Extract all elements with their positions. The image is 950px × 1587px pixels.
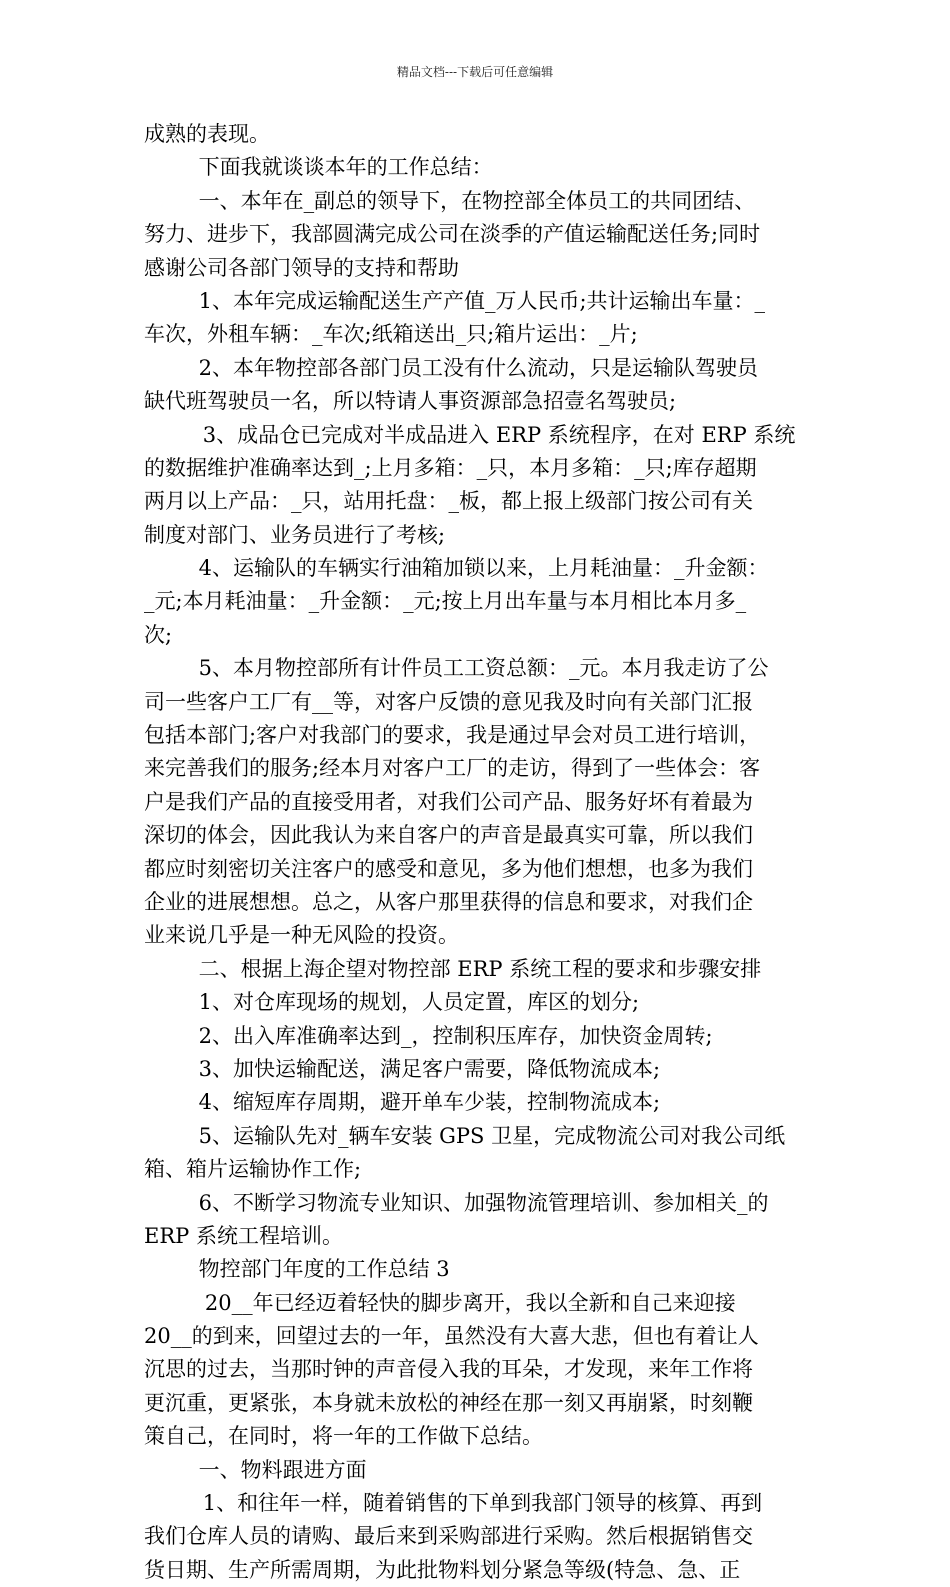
text-line: 1、本年完成运输配送生产产值_万人民币;共计运输出车量：_	[198, 288, 766, 313]
text-line: 次;	[144, 622, 173, 647]
text-line: 物控部门年度的工作总结 3	[198, 1257, 450, 1282]
text-line: 3、加快运输配送，满足客户需要，降低物流成本;	[198, 1056, 661, 1081]
text-line: 4、缩短库存周期，避开单车少装，控制物流成本;	[198, 1090, 661, 1115]
text-line: 5、运输队先对_辆车安装 GPS 卫星，完成物流公司对我公司纸	[198, 1123, 786, 1148]
text-line: 努力、进步下，我部圆满完成公司在淡季的产值运输配送任务;同时	[144, 222, 761, 247]
text-line: _元;本月耗油量：_升金额：_元;按上月出车量与本月相比本月多_	[144, 589, 747, 614]
text-line: 2、出入库准确率达到_，控制积压库存，加快资金周转;	[198, 1023, 713, 1048]
text-line: 都应时刻密切关注客户的感受和意见，多为他们想想，也多为我们	[144, 856, 753, 881]
text-line: 制度对部门、业务员进行了考核;	[144, 522, 446, 547]
text-line: 5、本月物控部所有计件员工工资总额：_元。本月我走访了公	[198, 656, 769, 681]
document-body	[144, 118, 809, 1587]
text-line: 感谢公司各部门领导的支持和帮助	[144, 255, 459, 280]
text-line: 司一些客户工厂有__等，对客户反馈的意见我及时向有关部门汇报	[144, 689, 753, 714]
text-line: 来完善我们的服务;经本月对客户工厂的走访，得到了一些体会：客	[144, 756, 761, 781]
text-line: 沉思的过去，当那时钟的声音侵入我的耳朵，才发现，来年工作将	[144, 1357, 753, 1382]
text-line: 20__的到来，回望过去的一年，虽然没有大喜大悲，但也有着让人	[144, 1324, 759, 1349]
text-line: 1、对仓库现场的规划，人员定置，库区的划分;	[198, 990, 640, 1015]
text-line: 车次，外租车辆：_车次;纸箱送出_只;箱片运出：_片;	[144, 322, 638, 347]
text-line: 一、本年在_副总的领导下，在物控部全体员工的共同团结、	[198, 188, 756, 213]
text-line: ERP 系统工程培训。	[144, 1223, 343, 1248]
text-line: 策自己，在同时，将一年的工作做下总结。	[144, 1424, 543, 1449]
text-line: 6、不断学习物流专业知识、加强物流管理培训、参加相关_的	[198, 1190, 769, 1215]
text-line: 一、物料跟进方面	[198, 1457, 367, 1482]
text-line: 20__年已经迈着轻快的脚步离开，我以全新和自己来迎接	[204, 1290, 736, 1315]
text-line: 2、本年物控部各部门员工没有什么流动，只是运输队驾驶员	[198, 355, 758, 380]
text-line: 包括本部门;客户对我部门的要求，我是通过早会对员工进行培训，	[144, 723, 761, 748]
text-line: 企业的进展想想。总之，从客户那里获得的信息和要求，对我们企	[144, 889, 753, 914]
text-line: 两月以上产品：_只，站用托盘：_板，都上报上级部门按公司有关	[144, 489, 753, 514]
text-line: 下面我就谈谈本年的工作总结：	[198, 155, 493, 180]
text-line: 箱、箱片运输协作工作;	[144, 1157, 362, 1182]
text-line: 二、根据上海企望对物控部 ERP 系统工程的要求和步骤安排	[198, 956, 762, 981]
text-line: 的数据维护准确率达到_;上月多箱：_只，本月多箱：_只;库存超期	[144, 455, 757, 480]
text-line: 货日期、生产所需周期，为此批物料划分紧急等级(特急、急、正	[144, 1557, 741, 1582]
page-header: 精品文档---下载后可任意编辑	[396, 65, 554, 79]
text-line: 成熟的表现。	[144, 122, 270, 146]
text-line: 1、和往年一样，随着销售的下单到我部门领导的核算、再到	[202, 1491, 763, 1516]
text-line: 业来说几乎是一种无风险的投资。	[144, 923, 459, 948]
text-line: 4、运输队的车辆实行油箱加锁以来，上月耗油量：_升金额：	[198, 556, 769, 581]
text-line: 户是我们产品的直接受用者，对我们公司产品、服务好坏有着最为	[144, 789, 753, 814]
text-line: 更沉重，更紧张，本身就未放松的神经在那一刻又再崩紧，时刻鞭	[144, 1390, 753, 1415]
text-line: 缺代班驾驶员一名，所以特请人事资源部急招壹名驾驶员;	[144, 389, 677, 414]
text-line: 3、成品仓已完成对半成品进入 ERP 系统程序，在对 ERP 系统	[202, 422, 796, 447]
text-line: 深切的体会，因此我认为来自客户的声音是最真实可靠，所以我们	[144, 823, 753, 848]
text-line: 我们仓库人员的请购、最后来到采购部进行采购。然后根据销售交	[144, 1524, 753, 1549]
